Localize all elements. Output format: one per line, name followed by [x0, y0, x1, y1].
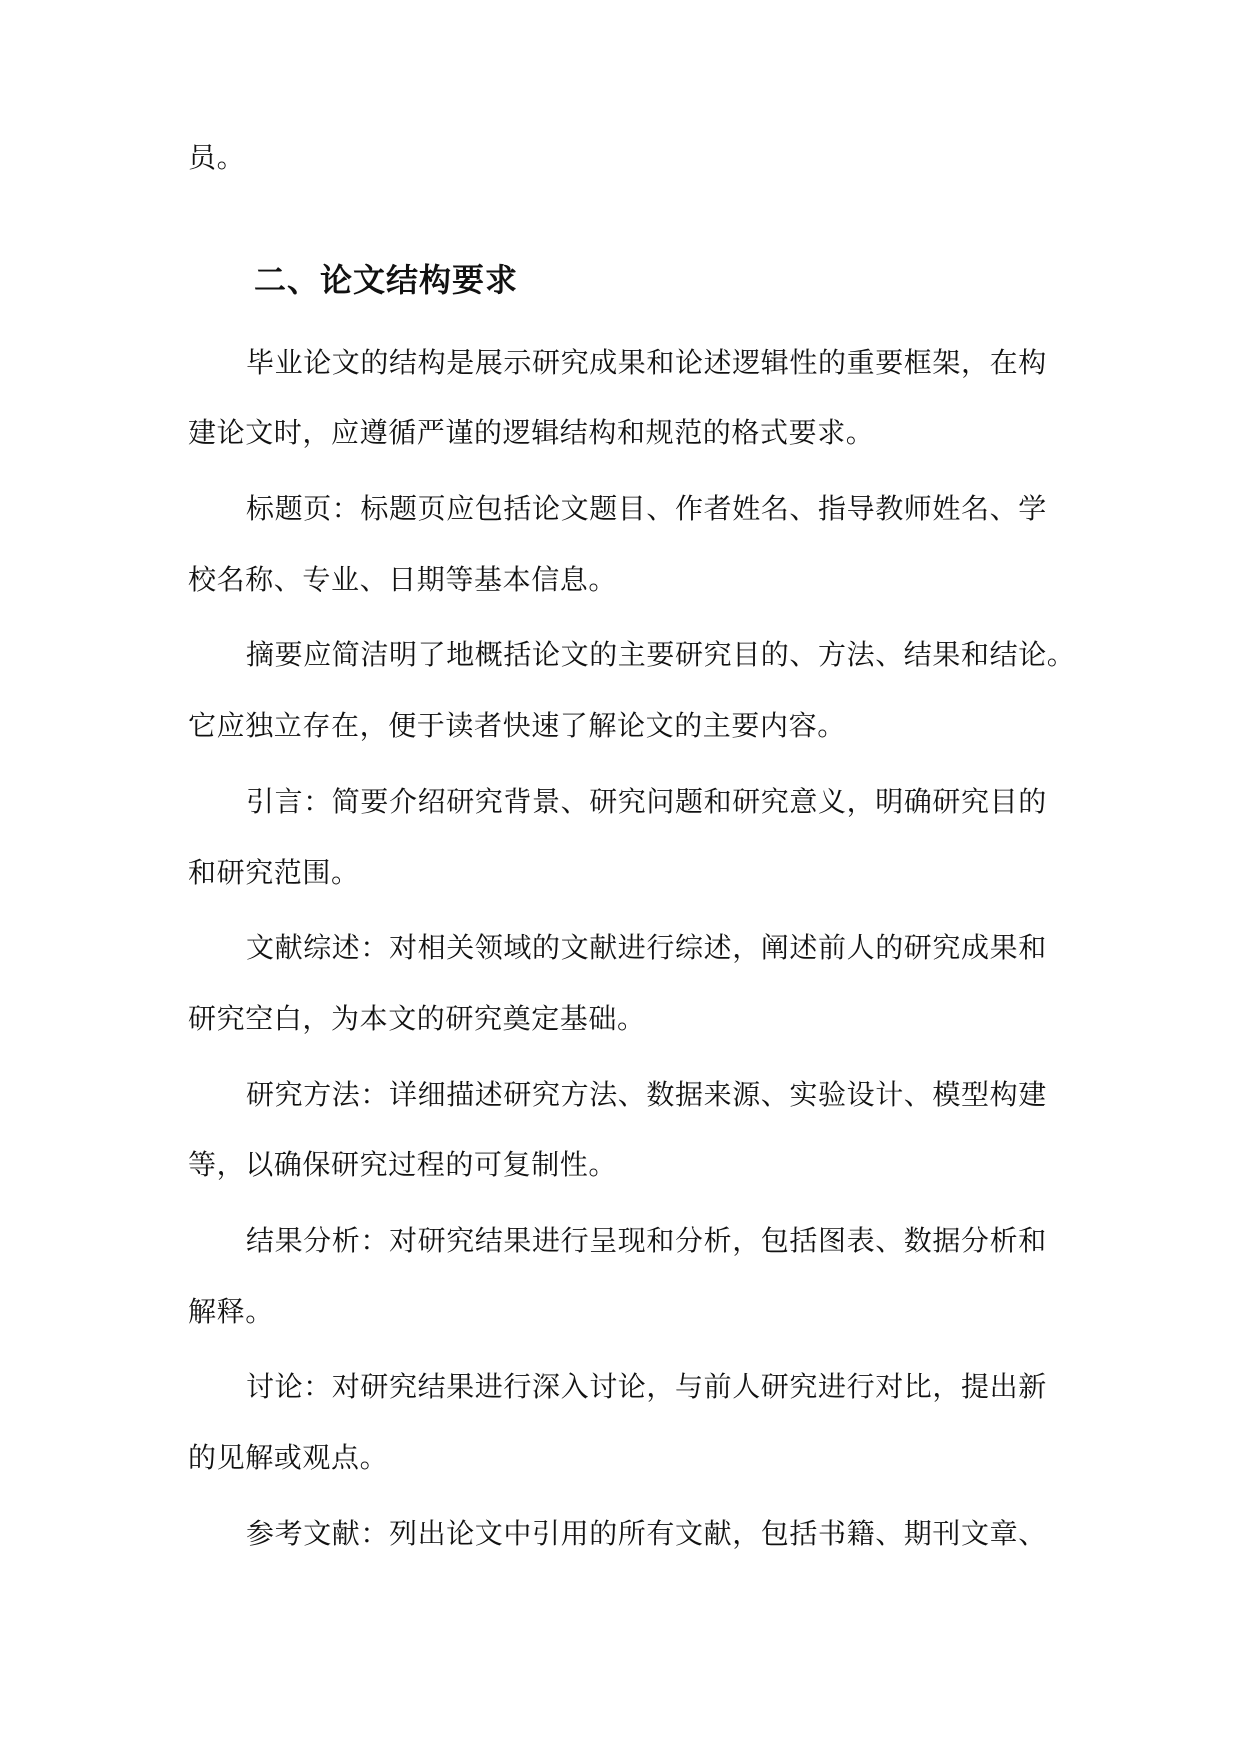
paragraph-line: 引言：简要介绍研究背景、研究问题和研究意义，明确研究目的 [246, 785, 1047, 818]
paragraph-line: 它应独立存在，便于读者快速了解论文的主要内容。 [188, 709, 846, 742]
paragraph-line: 和研究范围。 [188, 856, 360, 889]
carryover-text: 员。 [188, 141, 246, 174]
paragraph-line: 摘要应简洁明了地概括论文的主要研究目的、方法、结果和结论。 [246, 638, 1076, 671]
paragraph-line: 研究空白，为本文的研究奠定基础。 [188, 1002, 646, 1035]
paragraph-line: 解释。 [188, 1295, 274, 1328]
section-heading: 二、论文结构要求 [254, 261, 519, 299]
paragraph-line: 讨论：对研究结果进行深入讨论，与前人研究进行对比，提出新 [246, 1370, 1047, 1403]
paragraph-line: 研究方法：详细描述研究方法、数据来源、实验设计、模型构建 [246, 1078, 1047, 1111]
paragraph-line: 的见解或观点。 [188, 1441, 389, 1474]
paragraph-line: 建论文时，应遵循严谨的逻辑结构和规范的格式要求。 [188, 416, 875, 449]
paragraph-line: 毕业论文的结构是展示研究成果和论述逻辑性的重要框架，在构 [246, 346, 1047, 379]
paragraph-line: 结果分析：对研究结果进行呈现和分析，包括图表、数据分析和 [246, 1224, 1047, 1257]
paragraph-line: 校名称、专业、日期等基本信息。 [188, 563, 618, 596]
paragraph-line: 等，以确保研究过程的可复制性。 [188, 1148, 618, 1181]
paragraph-line: 参考文献：列出论文中引用的所有文献，包括书籍、期刊文章、 [246, 1517, 1047, 1550]
paragraph-line: 文献综述：对相关领域的文献进行综述，阐述前人的研究成果和 [246, 931, 1047, 964]
paragraph-line: 标题页：标题页应包括论文题目、作者姓名、指导教师姓名、学 [246, 492, 1047, 525]
